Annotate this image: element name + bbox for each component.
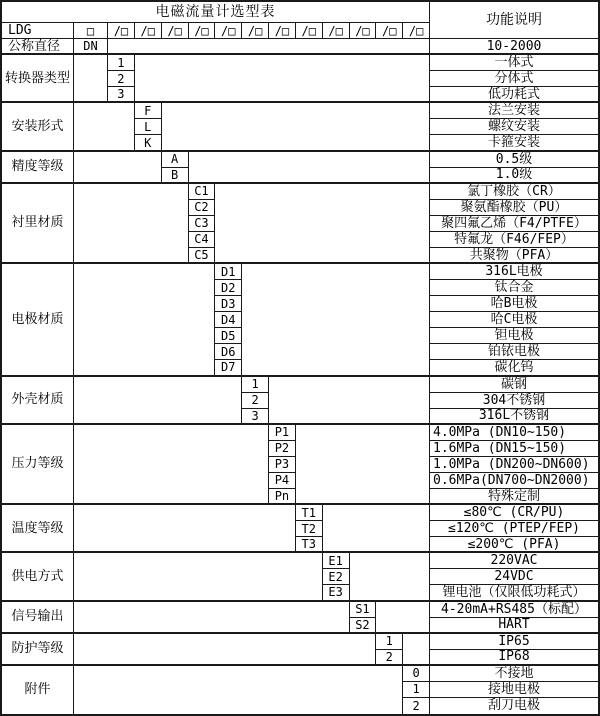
option-code: C5 <box>189 248 216 264</box>
section-label: 电极材质 <box>2 264 74 377</box>
section-label: 压力等级 <box>2 425 74 505</box>
option-desc: ≤200℃ (PFA) <box>430 537 598 553</box>
model-slot: /□ <box>269 23 296 39</box>
section-label: 附件 <box>2 666 74 714</box>
option-code: P3 <box>269 457 296 473</box>
option-code: D5 <box>215 328 242 344</box>
model-slot: /□ <box>403 23 430 39</box>
option-desc: 低功耗式 <box>430 87 598 103</box>
spacer-cell <box>189 152 431 184</box>
dn-label: 公称直径 <box>2 39 74 55</box>
option-code: 2 <box>403 698 430 714</box>
section-label: 外壳材质 <box>2 377 74 425</box>
model-slot: /□ <box>296 23 323 39</box>
option-desc: 特殊定制 <box>430 489 598 505</box>
model-slot: /□ <box>242 23 269 39</box>
option-code: 2 <box>242 393 269 409</box>
option-desc: 钛合金 <box>430 280 598 296</box>
option-desc: ≤120℃ (PTEP/FEP) <box>430 521 598 537</box>
option-code: D4 <box>215 312 242 328</box>
option-code: T1 <box>296 505 323 521</box>
spacer-cell <box>74 505 296 553</box>
spacer-cell <box>296 425 430 505</box>
option-desc: 螺纹安装 <box>430 119 598 135</box>
spacer-cell <box>74 377 242 425</box>
option-desc: 24VDC <box>430 569 598 585</box>
option-desc: 不接地 <box>430 666 598 682</box>
spacer-cell <box>215 184 430 264</box>
option-code: D3 <box>215 296 242 312</box>
dn-desc: 10-2000 <box>430 39 598 55</box>
option-desc: 4-20mA+RS485（标配） <box>430 602 598 618</box>
option-code: P1 <box>269 425 296 441</box>
option-code: D2 <box>215 280 242 296</box>
model-slot: /□ <box>350 23 377 39</box>
option-desc: IP68 <box>430 650 598 666</box>
option-code: S1 <box>350 602 377 618</box>
option-desc: 0.6MPa(DN700~DN2000) <box>430 473 598 489</box>
option-code: 0 <box>403 666 430 682</box>
option-desc: 1.0级 <box>430 168 598 184</box>
option-desc: 碳钢 <box>430 377 598 393</box>
spacer-cell <box>74 602 350 634</box>
model-slot: /□ <box>215 23 242 39</box>
option-code: D6 <box>215 344 242 360</box>
section-label: 转换器类型 <box>2 55 74 103</box>
option-code: B <box>162 168 189 184</box>
section-label: 衬里材质 <box>2 184 74 264</box>
function-column-header: 功能说明 <box>430 2 598 39</box>
spacer-cell <box>74 55 108 103</box>
option-desc: 卡箍安装 <box>430 135 598 151</box>
option-code: E2 <box>323 569 350 585</box>
option-desc: HART <box>430 618 598 634</box>
option-code: E3 <box>323 585 350 601</box>
section-label: 精度等级 <box>2 152 74 184</box>
option-code: 3 <box>108 87 135 103</box>
option-code: C2 <box>189 200 216 216</box>
option-desc: 哈B电极 <box>430 296 598 312</box>
option-desc: 特氟龙（F46/FEP） <box>430 232 598 248</box>
option-desc: IP65 <box>430 634 598 650</box>
option-desc: 4.0MPa (DN10~150) <box>430 425 598 441</box>
option-code: D1 <box>215 264 242 280</box>
option-desc: 法兰安装 <box>430 103 598 119</box>
spacer-cell <box>74 553 323 601</box>
model-slot: /□ <box>108 23 135 39</box>
option-desc: 聚四氟乙烯（F4/PTFE） <box>430 216 598 232</box>
spacer-cell <box>74 264 215 377</box>
option-code: 3 <box>242 409 269 425</box>
option-code: 1 <box>108 55 135 71</box>
option-desc: 316L电极 <box>430 264 598 280</box>
option-desc: 一体式 <box>430 55 598 71</box>
option-desc: 哈C电极 <box>430 312 598 328</box>
spacer-cell <box>269 377 430 425</box>
section-label: 安装形式 <box>2 103 74 151</box>
option-code: F <box>135 103 162 119</box>
spacer-cell <box>74 634 376 666</box>
spacer-cell <box>74 103 135 151</box>
dn-code: DN <box>74 39 108 55</box>
spacer-cell <box>403 634 430 666</box>
option-desc: 304不锈钢 <box>430 393 598 409</box>
option-desc: 220VAC <box>430 553 598 569</box>
section-label: 温度等级 <box>2 505 74 553</box>
option-code: T3 <box>296 537 323 553</box>
option-desc: 1.6MPa (DN15~150) <box>430 441 598 457</box>
option-desc: 316L不锈钢 <box>430 409 598 425</box>
model-box: □ <box>74 23 108 39</box>
option-desc: 刮刀电极 <box>487 698 540 714</box>
option-desc: ≤80℃ (CR/PU) <box>430 505 598 521</box>
spacer-cell <box>74 184 189 264</box>
option-desc: 分体式 <box>430 71 598 87</box>
option-code: S2 <box>350 618 377 634</box>
option-desc: 铂铱电极 <box>430 344 598 360</box>
option-code: L <box>135 119 162 135</box>
model-prefix: LDG <box>2 23 74 39</box>
option-desc: 锂电池（仅限低功耗式） <box>430 585 598 601</box>
option-desc: 0.5级 <box>430 152 598 168</box>
model-slot: /□ <box>135 23 162 39</box>
spacer-cell <box>74 666 403 714</box>
spacer-cell <box>350 553 431 601</box>
option-desc: 1.0MPa (DN200~DN600) <box>430 457 598 473</box>
option-code: C1 <box>189 184 216 200</box>
section-label: 防护等级 <box>2 634 74 666</box>
model-slot: /□ <box>162 23 189 39</box>
option-code: A <box>162 152 189 168</box>
option-code: T2 <box>296 521 323 537</box>
model-slot: /□ <box>323 23 350 39</box>
option-desc: 氯丁橡胶（CR） <box>430 184 598 200</box>
model-slot: /□ <box>376 23 403 39</box>
option-code: 1 <box>376 634 403 650</box>
table-title: 电磁流量计选型表 <box>2 2 430 23</box>
spacer-cell <box>74 425 269 505</box>
section-label: 供电方式 <box>2 553 74 601</box>
option-desc: 共聚物（PFA） <box>430 248 598 264</box>
spacer-cell <box>74 152 162 184</box>
option-code: 2 <box>376 650 403 666</box>
spacer-cell <box>108 39 430 55</box>
option-code: P2 <box>269 441 296 457</box>
option-desc: 钽电极 <box>430 328 598 344</box>
option-code: C3 <box>189 216 216 232</box>
model-slot: /□ <box>189 23 216 39</box>
option-desc: 接地电极 <box>430 682 598 698</box>
spacer-cell <box>376 602 430 634</box>
spacer-cell <box>162 103 430 151</box>
option-code: D7 <box>215 360 242 376</box>
option-code: Pn <box>269 489 296 505</box>
option-code: P4 <box>269 473 296 489</box>
spacer-cell <box>323 505 430 553</box>
option-desc: 碳化钨 <box>430 360 598 376</box>
section-label: 信号输出 <box>2 602 74 634</box>
option-desc: 聚氨酯橡胶（PU） <box>430 200 598 216</box>
spacer-cell <box>242 264 430 377</box>
option-code: 1 <box>403 682 430 698</box>
option-code: C4 <box>189 232 216 248</box>
option-code: K <box>135 135 162 151</box>
option-code: E1 <box>323 553 350 569</box>
option-code: 2 <box>108 71 135 87</box>
spacer-cell <box>135 55 430 103</box>
option-code: 1 <box>242 377 269 393</box>
